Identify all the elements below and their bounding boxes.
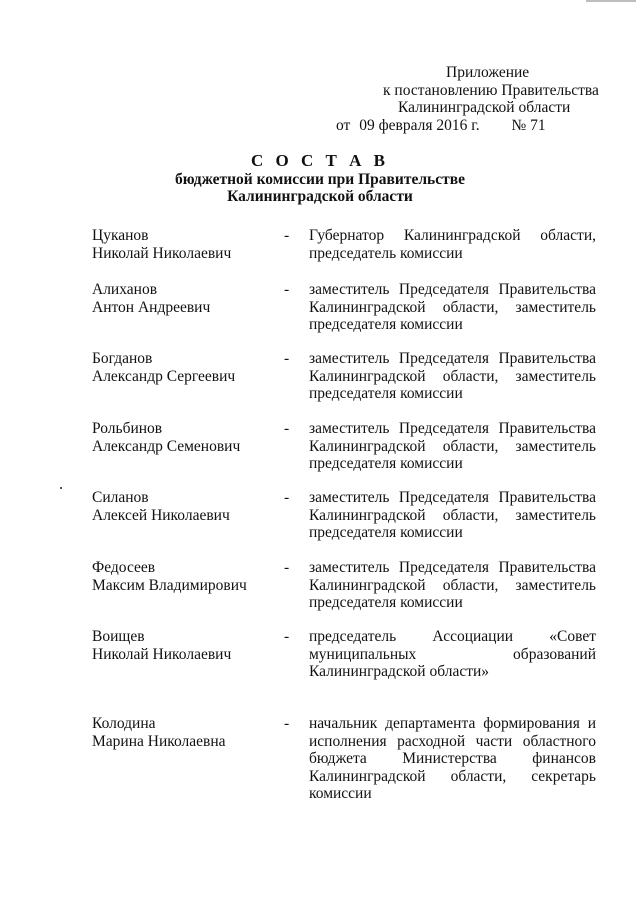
appendix-title: Приложение [446, 64, 530, 81]
document-heading [0, 152, 640, 206]
resolution-date: 09 февраля 2016 г. [359, 116, 480, 134]
member-role [309, 281, 596, 334]
member-given-names: Николай Николаевич [92, 645, 232, 663]
member-dash: - [284, 227, 290, 244]
role-line: комиссии [309, 785, 372, 802]
appendix-region: Калининградской области [398, 99, 571, 116]
role-line: председателя комиссии [309, 316, 463, 333]
member-dash: - [284, 420, 290, 437]
role-line: заместитель Председателя Правительства [309, 281, 596, 298]
member-surname: Богданов [92, 350, 153, 367]
heading-title: С О С Т А В [251, 151, 389, 170]
role-line: Калининградской области, заместитель [309, 367, 596, 385]
member-role [309, 227, 596, 262]
role-line: Калининградской области, заместитель [309, 437, 596, 455]
appendix-block [330, 64, 600, 134]
member-given-names: Алексей Николаевич [92, 506, 230, 524]
role-line: председателя комиссии [309, 455, 463, 472]
member-name [92, 628, 272, 663]
member-role [309, 489, 596, 542]
member-role [309, 715, 596, 803]
member-name [92, 420, 272, 455]
role-line: начальник департамента формирования и [309, 715, 596, 732]
member-dash: - [284, 628, 290, 645]
date-prefix: от [336, 116, 351, 134]
member-dash: - [284, 715, 290, 732]
member-name [92, 715, 272, 750]
role-line: председателя комиссии [309, 385, 463, 402]
member-surname: Воищев [92, 628, 145, 645]
appendix-resolution-ref: к постановлению Правительства [383, 81, 599, 99]
role-line: заместитель Председателя Правительства [309, 489, 596, 506]
member-role [309, 559, 596, 612]
role-line: исполнения расходной части областного [309, 732, 596, 750]
member-given-names: Николай Николаевич [92, 244, 232, 262]
role-line: Калининградской области» [309, 663, 490, 680]
role-line: бюджета Министерства финансов [309, 750, 596, 767]
member-name [92, 489, 272, 524]
role-line: Губернатор Калининградской области, [309, 227, 596, 244]
member-role [309, 350, 596, 403]
role-line: председателя комиссии [309, 524, 463, 541]
member-given-names: Марина Николаевна [92, 732, 226, 750]
member-given-names: Александр Семенович [92, 437, 241, 455]
role-line: Калининградской области, заместитель [309, 298, 596, 316]
resolution-number: № 71 [511, 116, 546, 134]
member-given-names: Александр Сергеевич [92, 367, 236, 385]
heading-subtitle-line2: Калининградской области [227, 188, 413, 205]
member-dash: - [284, 489, 290, 506]
member-role [309, 628, 596, 681]
member-name [92, 281, 272, 316]
scan-speck [60, 487, 62, 489]
member-surname: Цуканов [92, 227, 149, 244]
member-surname: Алиханов [92, 281, 158, 298]
heading-subtitle-line1: бюджетной комиссии при Правительстве [175, 170, 465, 188]
role-line: председателя комиссии [309, 594, 463, 611]
member-dash: - [284, 559, 290, 576]
member-name [92, 559, 272, 594]
member-dash: - [284, 281, 290, 298]
role-line: председатель комиссии [309, 244, 463, 262]
member-surname: Колодина [92, 715, 156, 732]
role-line: председатель Ассоциации «Совет [309, 628, 596, 645]
scan-corner-mark [586, 0, 636, 2]
member-name [92, 227, 272, 262]
role-line: заместитель Председателя Правительства [309, 420, 596, 437]
role-line: Калининградской области, секретарь [309, 767, 596, 785]
role-line: муниципальных образований [309, 645, 596, 663]
member-surname: Федосеев [92, 559, 156, 576]
member-role [309, 420, 596, 473]
role-line: заместитель Председателя Правительства [309, 559, 596, 576]
appendix-date-line [330, 117, 600, 135]
role-line: заместитель Председателя Правительства [309, 350, 596, 367]
member-dash: - [284, 350, 290, 367]
role-line: Калининградской области, заместитель [309, 506, 596, 524]
member-given-names: Антон Андреевич [92, 298, 211, 316]
role-line: Калининградской области, заместитель [309, 576, 596, 594]
member-name [92, 350, 272, 385]
member-surname: Силанов [92, 489, 149, 506]
member-given-names: Максим Владимирович [92, 576, 247, 594]
member-surname: Рольбинов [92, 420, 163, 437]
